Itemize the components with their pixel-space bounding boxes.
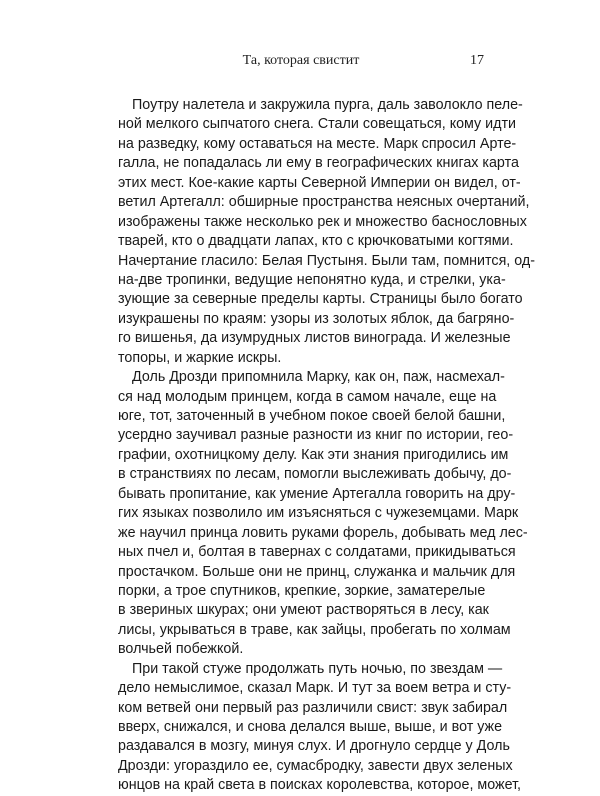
text-line: гих языках позволило им изъясняться с чужеземцами. Марк: [118, 505, 519, 522]
text-line: ной мелкого сыпчатого снега. Стали совещаться, кому идти: [118, 116, 517, 133]
text-line: зующие за северные пределы карты. Страницы было богато: [118, 291, 523, 308]
text-line: волчьей побежкой.: [118, 641, 244, 658]
text-line: дело немыслимое, сказал Марк. И тут за воем ветра и сту-: [118, 680, 512, 697]
text-line: ных пчел и, болтая в тавернах с солдатами, прикидываться: [118, 544, 516, 561]
text-line: ся над молодым принцем, когда в самом начале, еще на: [118, 388, 497, 405]
text-line: топоры, и жаркие искры.: [118, 349, 282, 366]
paragraph: [118, 368, 528, 660]
text-line: графии, охотницкому делу. Как эти знания пригодились им: [118, 446, 509, 463]
text-line: юге, тот, заточенный в учебном покое своей белой башни,: [118, 408, 506, 424]
text-line: усердно заучивал разные разности из книг по истории, гео-: [118, 427, 514, 444]
text-line: изображены также несколько рек и множество баснословных: [118, 213, 527, 230]
text-line: порки, а трое спутников, крепкие, зоркие, заматерелые: [118, 582, 486, 599]
text-line: ветил Артегалл: обширные пространства неясных очертаний,: [118, 194, 530, 211]
text-line: же научил принца ловить руками форель, добывать мед лес-: [118, 524, 528, 541]
text-line: юнцов на край света в поисках королевства, которое, может,: [118, 777, 521, 794]
text-line: раздавался в мозгу, минуя слух. И дрогнуло сердце у Доль: [118, 738, 510, 755]
text-line: простачком. Больше они не принц, служанка и мальчик для: [118, 563, 516, 580]
text-line: Дрозди: угораздило ее, сумасбродку, завести двух зеленых: [118, 757, 513, 774]
paragraph: [118, 660, 521, 796]
text-line: изукрашены по краям: узоры из золотых яблок, да багряно-: [118, 310, 515, 327]
text-line: При такой стуже продолжать путь ночью, по звездам —: [132, 660, 503, 677]
text-line: тварей, кто о двадцати лапах, кто с крючковатыми когтями.: [118, 233, 514, 250]
text-line: вверх, снижался, и снова делался выше, выше, и вот уже: [118, 719, 503, 735]
text-line: на разведку, кому оставаться на месте. Марк спросил Арте-: [118, 135, 517, 152]
text-line: на-две тропинки, ведущие непонятно куда, и стрелки, ука-: [118, 271, 506, 288]
text-line: ком ветвей они первый раз различили свист: звук забирал: [118, 699, 508, 716]
text-line: Доль Дрозди припомнила Марку, как он, паж, насмехал-: [132, 369, 505, 386]
running-title: Та, которая свистит: [242, 53, 360, 68]
text-line: го вишенья, да изумрудных листов винограда. И железные: [118, 330, 511, 347]
running-head: [118, 53, 484, 73]
text-line: в звериных шкурах; они умеют растворяться в лесу, как: [118, 602, 489, 619]
body-text: [118, 96, 535, 796]
text-line: Поутру налетела и закружила пурга, даль заволокло пеле-: [132, 97, 523, 113]
text-line: галла, не попадалась ли ему в географических книгах карта: [118, 155, 519, 172]
text-line: Начертание гласило: Белая Пустыня. Были там, помнится, од-: [118, 252, 535, 269]
paragraph: [118, 96, 535, 368]
text-line: в странствиях по лесам, помогли выслеживать добычу, до-: [118, 466, 512, 483]
text-line: лисы, укрываться в траве, как зайцы, пробегать по холмам: [118, 621, 511, 638]
text-line: этих мест. Кое-какие карты Северной Империи он видел, от-: [118, 174, 521, 191]
page-number: 17: [470, 53, 484, 68]
text-line: бывать пропитание, как умение Артегалла говорить на дру-: [118, 485, 516, 502]
